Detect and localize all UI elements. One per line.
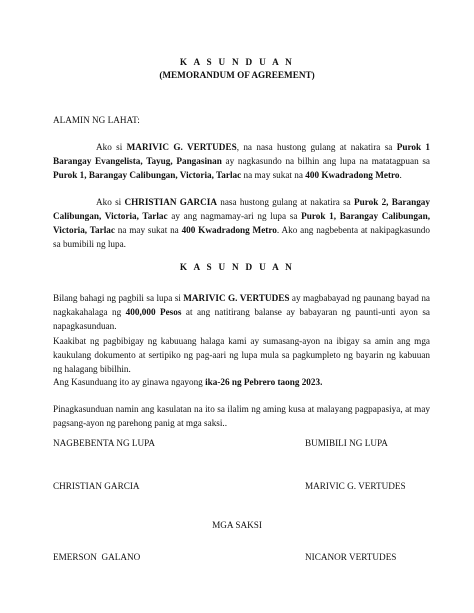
text-run: MARIVIC G. VERTUDES	[126, 142, 237, 152]
text-run: Ako si	[96, 142, 127, 152]
text-run: Purok 1, Barangay Calibungan, Victoria, Tarlac	[53, 170, 242, 180]
text-run: na may sukat na	[114, 225, 182, 235]
text-run: 400,000 Pesos	[125, 307, 182, 317]
text-run: na may sukat na	[241, 170, 306, 180]
text-run: Purok 1, Barangay Calibungan, Victoria, Tarlac	[53, 211, 430, 235]
text-run: Bilang bahagi ng pagbili sa lupa si	[53, 293, 184, 303]
document-subtitle: (MEMORANDUM OF AGREEMENT)	[159, 70, 315, 80]
paragraph-agreement: Pinagkasunduan namin ang kasulatan na ito sa ilalim ng aming kusa at malayang pagpapasiya, at may pagsang-ayon ng parehong panig at mga saksi..	[53, 404, 430, 428]
text-run: ay ang nagmamay-ari ng lupa sa	[167, 211, 302, 221]
document-title: K A S U N D U A N	[179, 57, 295, 67]
paragraph-buyer	[53, 140, 430, 182]
text-run: MARIVIC G. VERTUDES	[183, 293, 290, 303]
text-run: 400 Kwadradong Metro	[305, 170, 400, 180]
witness-heading: MGA SAKSI	[212, 520, 262, 530]
text-run: ay magbabayad ng paunang bayad na nagkakahalaga ng	[53, 293, 430, 317]
text-run: Purok 1 Barangay Evangelista, Tayug, Pangasinan	[53, 142, 430, 166]
text-run: ay nagkasundo na bilhin ang lupa na matatagpuan sa	[221, 156, 431, 166]
text-run: at ang natitirang balanse ay babayaran ng paunti-unti ayon sa napagkasunduan.	[53, 307, 430, 331]
text-run: nasa hustong gulang at nakatira sa	[217, 197, 354, 207]
text-run: Ako si	[96, 197, 125, 207]
witness-one: EMERSON GALANO	[53, 552, 141, 562]
paragraph-seller	[53, 195, 430, 251]
seller-name: CHRISTIAN GARCIA	[53, 481, 140, 491]
buyer-label: BUMIBILI NG LUPA	[305, 438, 388, 448]
paragraph-payment	[53, 291, 430, 333]
text-run: CHRISTIAN GARCIA	[124, 197, 218, 207]
text-run: Ang Kasunduang ito ay ginawa ngayong	[53, 377, 206, 387]
paragraph-date	[53, 375, 430, 389]
text-run: , na nasa hustong gulang at nakatira sa	[236, 142, 397, 152]
seller-label: NAGBEBENTA NG LUPA	[53, 438, 156, 448]
buyer-name: MARIVIC G. VERTUDES	[305, 481, 406, 491]
text-run: Purok 2, Barangay Calibungan, Victoria, Tarlac	[53, 197, 430, 221]
section-heading: K A S U N D U A N	[179, 262, 295, 272]
witness-two: NICANOR VERTUDES	[305, 552, 397, 562]
text-run: . Ako ang nagbebenta at nakipagkasundo sa bumibili ng lupa.	[53, 225, 430, 249]
text-run: 400 Kwadradong Metro	[181, 225, 277, 235]
greeting: ALAMIN NG LAHAT:	[53, 115, 140, 125]
text-run: .	[399, 170, 402, 180]
paragraph-documents: Kaakibat ng pagbibigay ng kabuuang halaga kami ay sumasang-ayon na ibigay sa amin ang mga kaukulang dokumento at sertipiko ng pag-aari ng lupa mula sa pagkumpleto ng bayarin ng kabuuan ng halagang bibilhin.	[53, 336, 430, 374]
text-run: ika-26 ng Pebrero taong 2023.	[205, 377, 323, 387]
